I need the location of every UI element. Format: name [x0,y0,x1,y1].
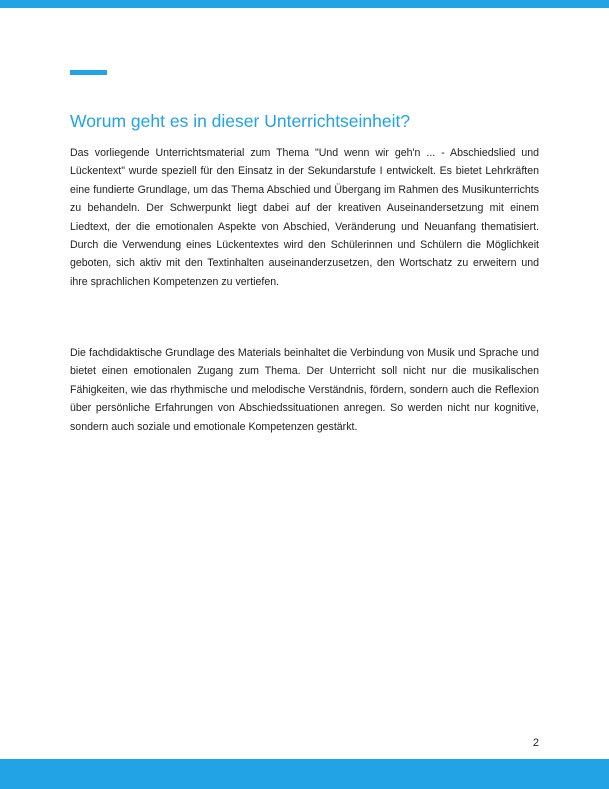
top-accent-bar [0,0,609,8]
page-heading: Worum geht es in dieser Unterrichtseinheit? [70,111,411,131]
bottom-accent-bar [0,759,609,789]
intro-paragraph: Das vorliegende Unterrichtsmaterial zum Thema "Und wenn wir geh'n ... - Abschiedslied und Lückentext" wurde speziell für den Einsatz in der Sekundarstufe I entwickelt. Es bietet Lehrkräften eine fundierte Grundlage, um das Thema Abschied und Übergang im Rahmen des Musikunterrichts zu behandeln. Der Schwerpunkt liegt dabei auf der kreativen Auseinandersetzung mit einem Liedtext, der die emotionalen Aspekte von Abschied, Veränderung und Neuanfang thematisiert. Durch die Verwendung eines Lückentextes wird den Schülerinnen und Schülern die Möglichkeit geboten, sich aktiv mit den Textinhalten auseinanderzusetzen, den Wortschatz zu erweitern und ihre sprachlichen Kompetenzen zu vertiefen. [70,147,539,288]
heading-accent-dash [70,70,107,75]
didactics-paragraph: Die fachdidaktische Grundlage des Materials beinhaltet die Verbindung von Musik und Sprache und bietet einen emotionalen Zugang zum Thema. Der Unterricht soll nicht nur die musikalischen Fähigkeiten, wie das rhythmische und melodische Verständnis, fördern, sondern auch die Reflexion über persönliche Erfahrungen von Abschiedssituationen anregen. So werden nicht nur kognitive, sondern auch soziale und emotionale Kompetenzen gestärkt. [70,347,539,433]
page-number: 2 [532,737,539,749]
